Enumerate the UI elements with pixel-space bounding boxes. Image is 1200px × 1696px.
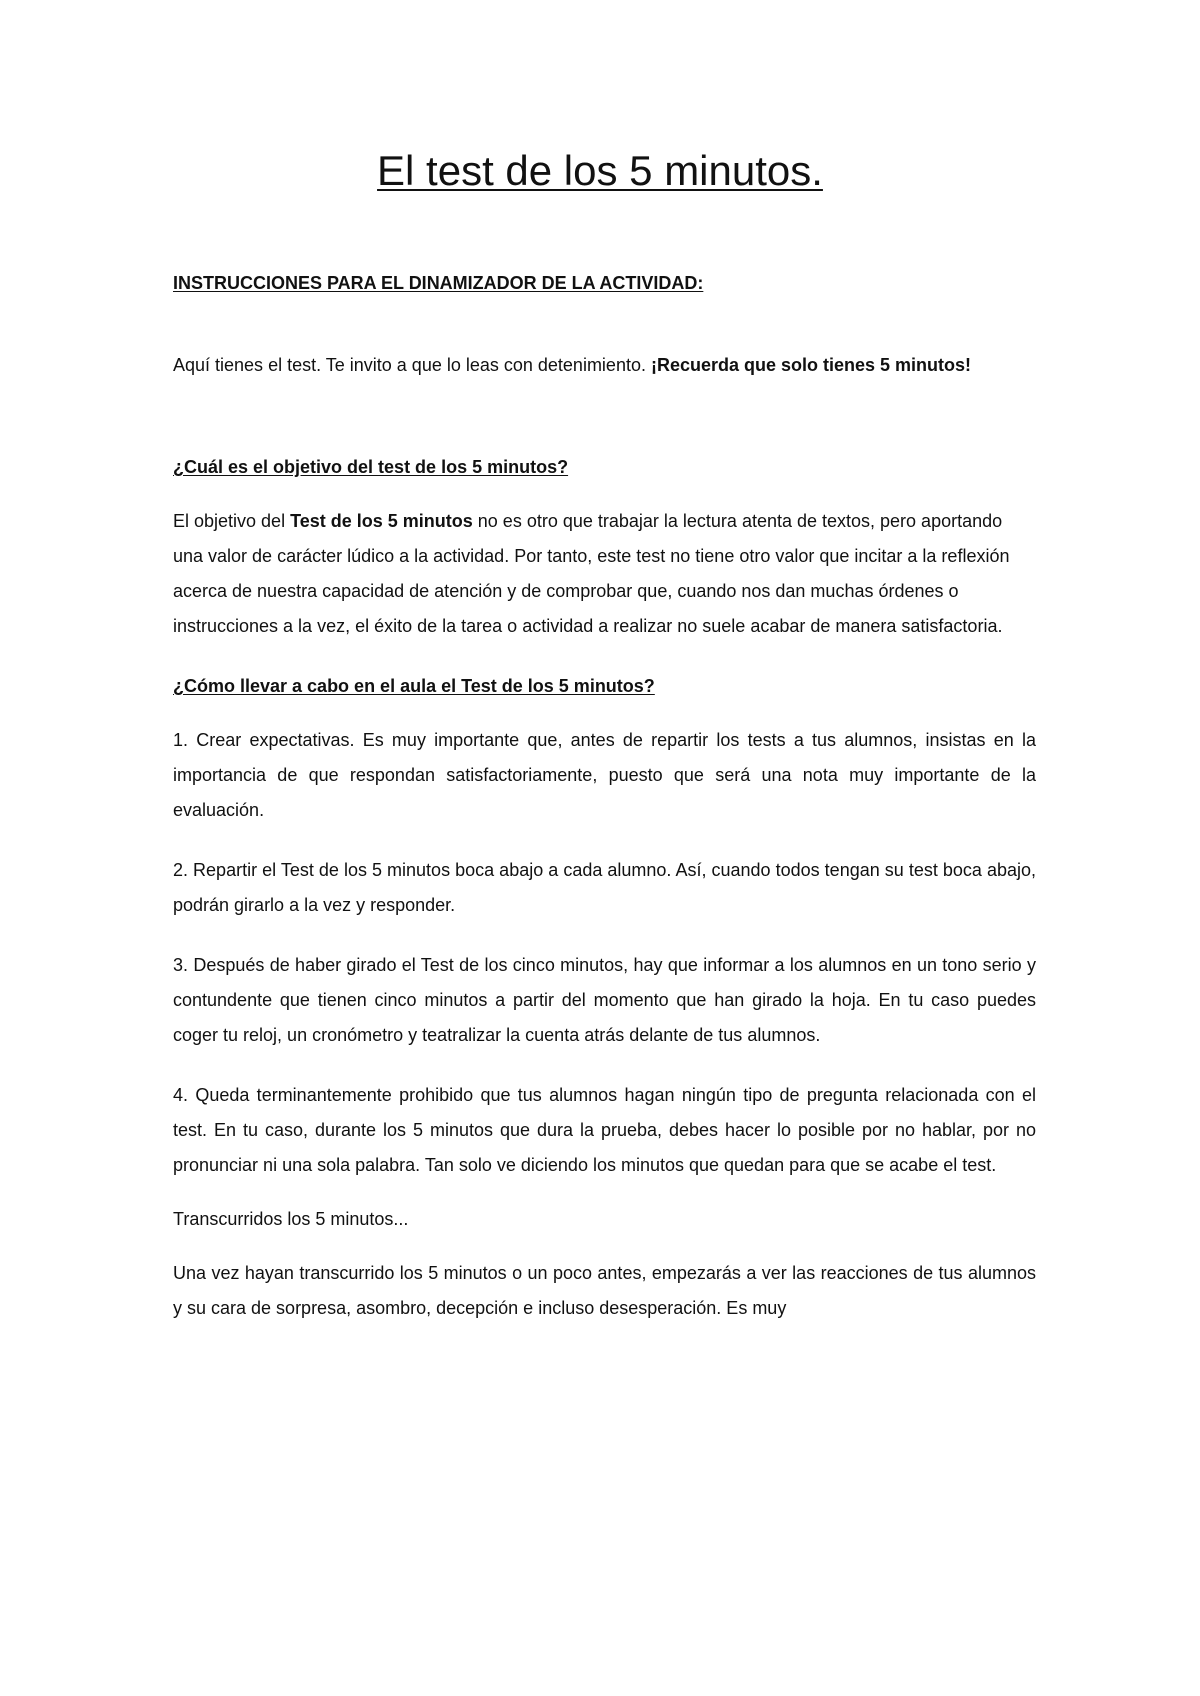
howto-heading: ¿Cómo llevar a cabo en el aula el Test de los 5 minutos?: [173, 676, 655, 696]
howto-step-4: 4. Queda terminantemente prohibido que tus alumnos hagan ningún tipo de pregunta relacionada con el test. En tu caso, durante los 5 minutos que dura la prueba, debes hacer lo posible por no hablar, por no pronunciar ni una sola palabra. Tan solo ve diciendo los minutos que quedan para que se acabe el test.: [173, 1085, 1036, 1175]
intro-paragraph: [173, 348, 1036, 383]
document-body: [173, 266, 1036, 1326]
objective-paragraph: [173, 504, 1036, 644]
objective-bold: Test de los 5 minutos: [290, 511, 473, 531]
instructions-heading: INSTRUCCIONES PARA EL DINAMIZADOR DE LA ACTIVIDAD:: [173, 273, 704, 293]
howto-step-1: 1. Crear expectativas. Es muy importante que, antes de repartir los tests a tus alumnos, insistas en la importancia de que respondan satisfactoriamente, puesto que será una nota muy importante de la evaluación.: [173, 730, 1036, 820]
after-paragraph: Una vez hayan transcurrido los 5 minutos o un poco antes, empezarás a ver las reacciones de tus alumnos y su cara de sorpresa, asombro, decepción e incluso desesperación. Es muy: [173, 1263, 1036, 1318]
after-label: Transcurridos los 5 minutos...: [173, 1209, 409, 1229]
intro-emphasis: ¡Recuerda que solo tienes 5 minutos!: [650, 355, 972, 375]
objective-text-after: no es otro que trabajar la lectura atenta de textos, pero aportando una valor de carácter lúdico a la actividad. Por tanto, este test no tiene otro valor que incitar a la reflexión acerca de nuestra capacidad de atención y de comprobar que, cuando nos dan muchas órdenes o instrucciones a la vez, el éxito de la tarea o actividad a realizar no suele acabar de manera satisfactoria.: [173, 511, 1010, 636]
document-title: El test de los 5 minutos.: [377, 147, 823, 194]
howto-step-3: 3. Después de haber girado el Test de los cinco minutos, hay que informar a los alumnos en un tono serio y contundente que tienen cinco minutos a partir del momento que han girado la hoja. En tu caso puedes coger tu reloj, un cronómetro y teatralizar la cuenta atrás delante de tus alumnos.: [173, 955, 1036, 1045]
intro-text: Aquí tienes el test. Te invito a que lo leas con detenimiento.: [173, 355, 651, 375]
objective-heading: ¿Cuál es el objetivo del test de los 5 minutos?: [173, 457, 569, 477]
objective-text-before: El objetivo del: [173, 511, 291, 531]
howto-step-2: 2. Repartir el Test de los 5 minutos boca abajo a cada alumno. Así, cuando todos tengan su test boca abajo, podrán girarlo a la vez y responder.: [173, 860, 1036, 915]
